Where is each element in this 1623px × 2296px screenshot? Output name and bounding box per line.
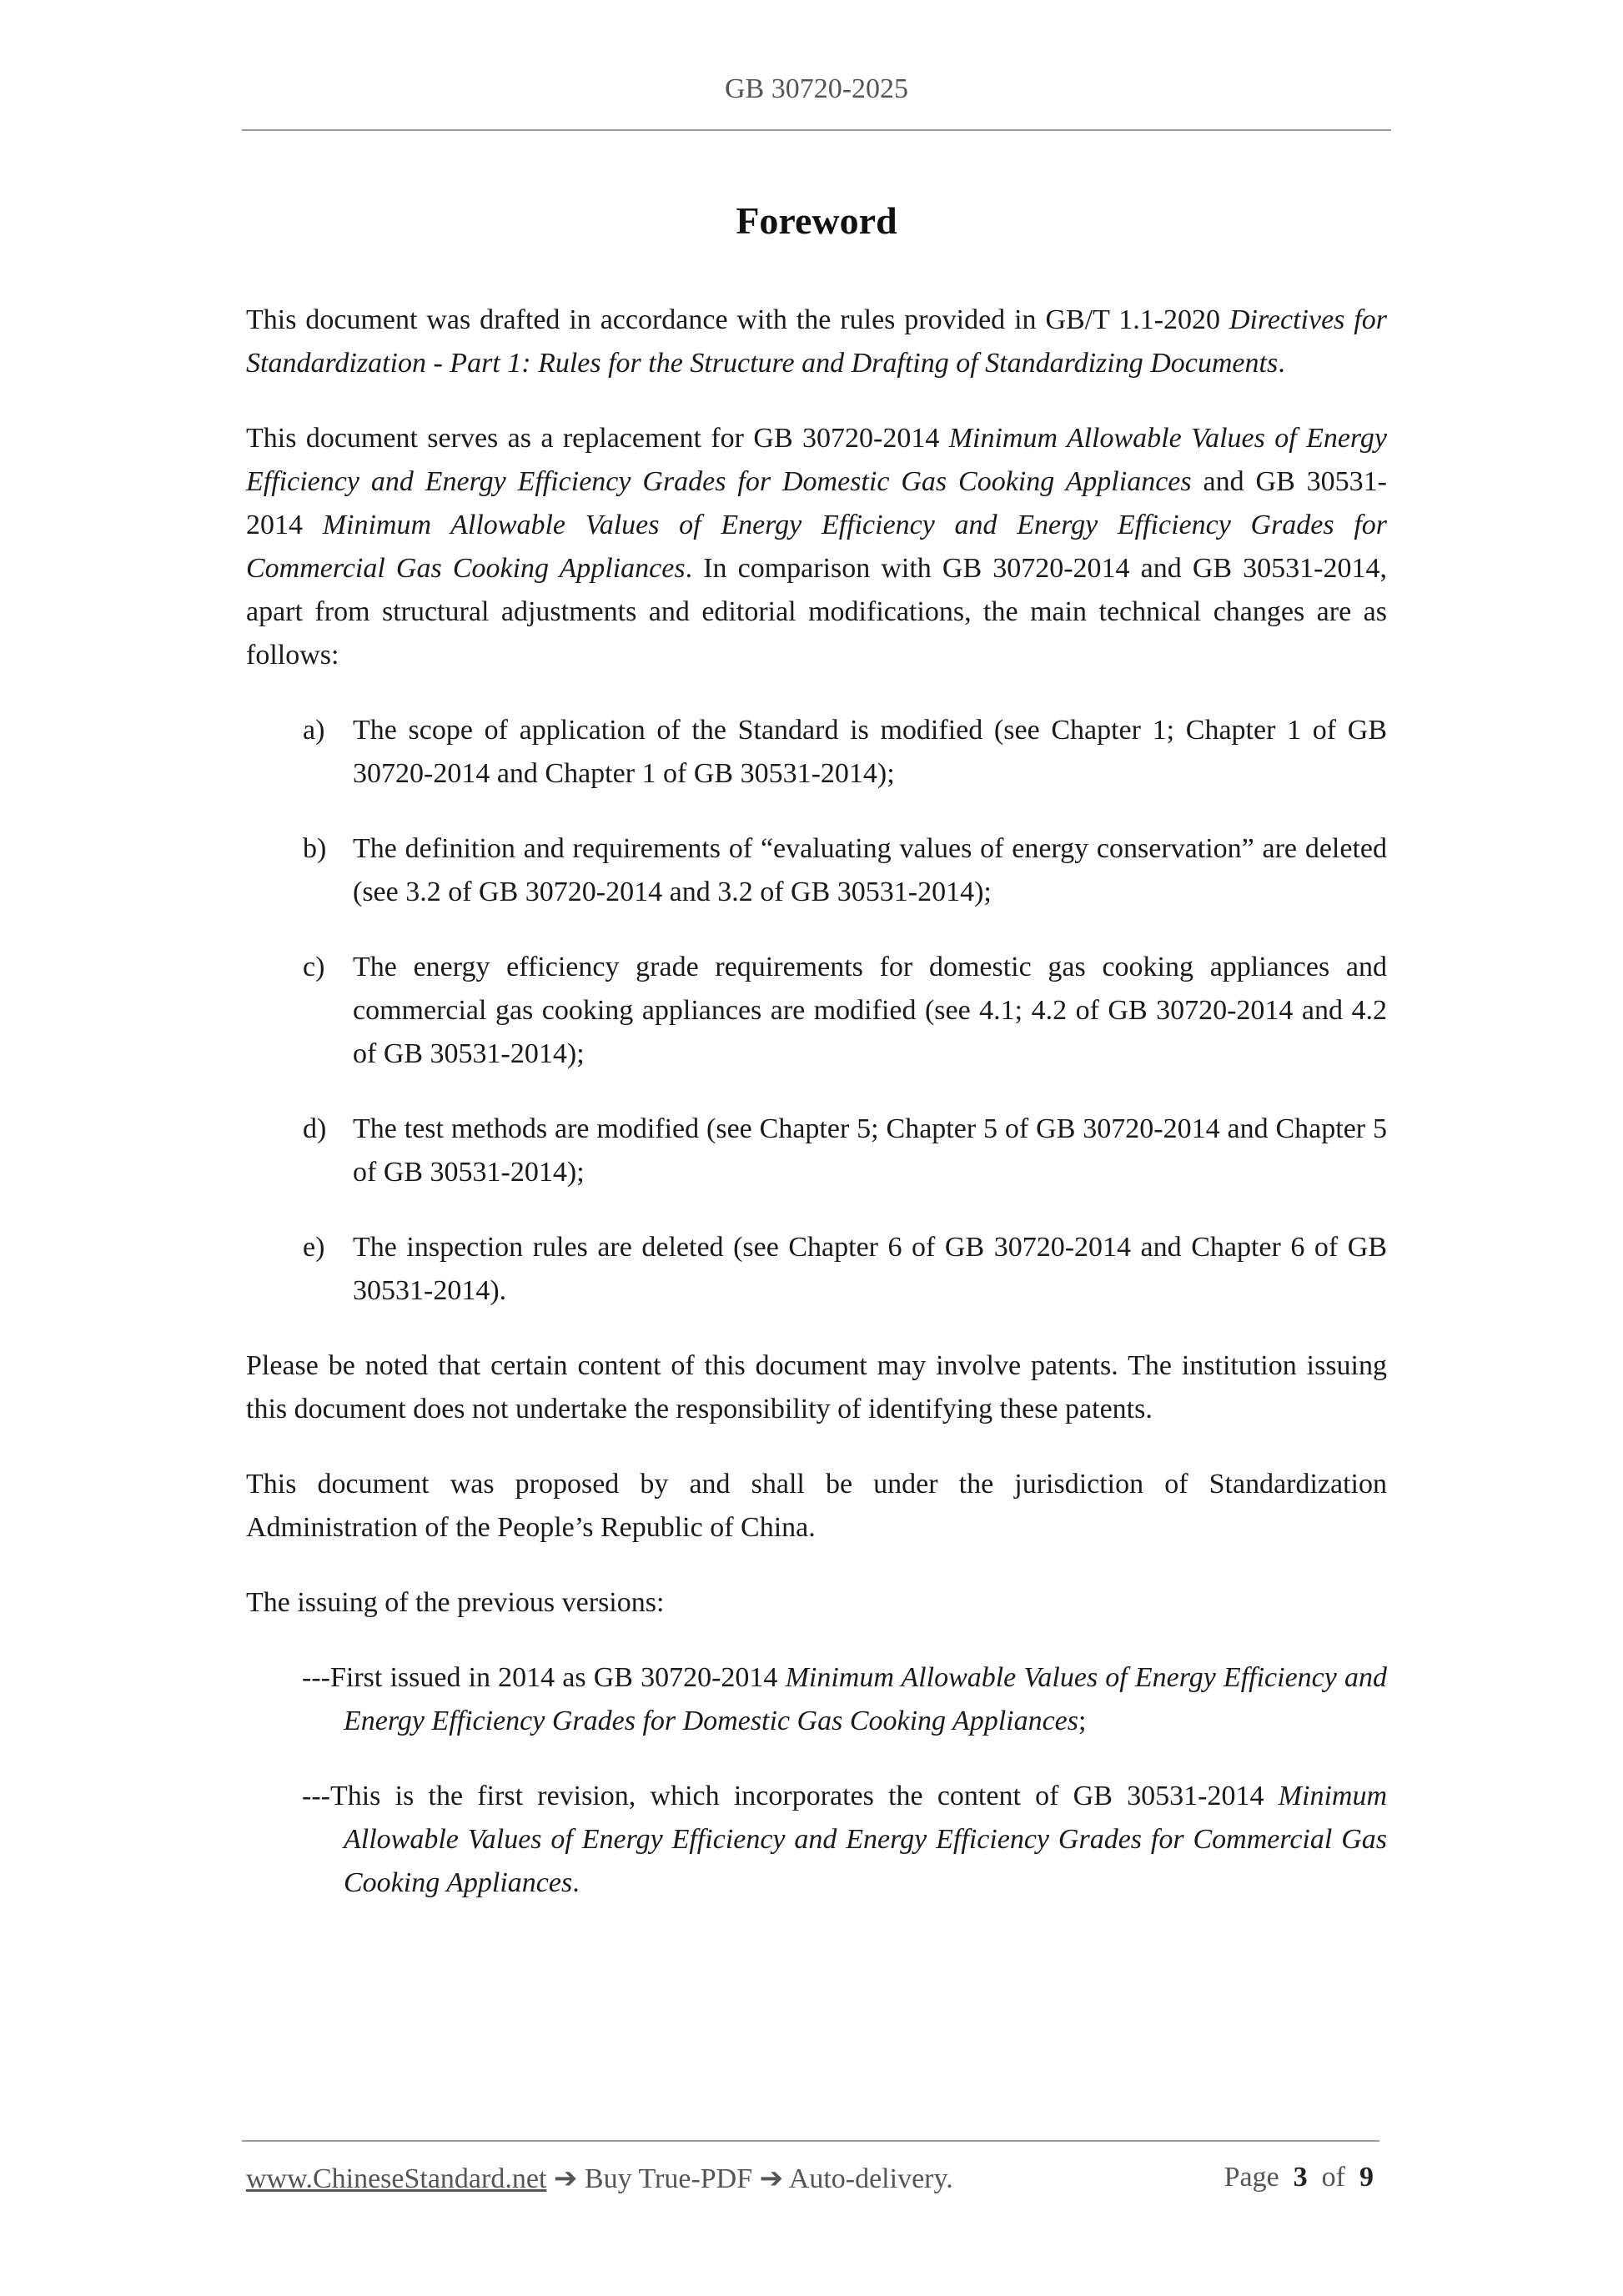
page-title: Foreword xyxy=(736,199,897,242)
drafting-rules-paragraph xyxy=(246,299,1387,385)
list-item-text: The energy efficiency grade requirements for domestic gas cooking appliances and commercial gas cooking appliances are modified (see 4.1; 4.2 of GB 30720-2014 and 4.2 of GB 30531-2014); xyxy=(353,952,1387,1069)
current-page-number: 3 xyxy=(1293,2162,1308,2193)
text-run: ---This is the first revision, which incorporates the content of GB 30531-2014 xyxy=(302,1781,1279,1811)
replacement-paragraph xyxy=(246,417,1387,677)
page-number xyxy=(1224,2162,1374,2193)
commercial-standard-title: Minimum Allowable Values of Energy Efficiency and Energy Efficiency Grades for Commercial Gas Cooking Appliances xyxy=(246,510,1387,584)
text-run: This document was drafted in accordance with the rules provided in GB/T 1.1-2020 xyxy=(246,304,1229,335)
document-body xyxy=(246,299,1387,1937)
list-item xyxy=(246,946,1387,1076)
text-run: . xyxy=(572,1867,580,1898)
previous-versions-heading: The issuing of the previous versions: xyxy=(246,1587,665,1618)
footer-divider xyxy=(242,2140,1379,2142)
list-item xyxy=(246,827,1387,914)
total-page-count: 9 xyxy=(1359,2162,1374,2193)
arrow-right-icon: ➔ xyxy=(759,2163,784,2194)
header-divider xyxy=(242,129,1391,131)
history-standard-title: Minimum Allowable Values of Energy Efficiency and Energy Efficiency Grades for Domestic Gas Cooking Appliances xyxy=(344,1662,1387,1736)
patent-notice-paragraph: Please be noted that certain content of this document may involve patents. The institution issuing this document does not undertake the responsibility of identifying these patents. xyxy=(246,1350,1387,1424)
list-marker: d) xyxy=(303,1113,327,1144)
page-label: Page xyxy=(1224,2162,1279,2193)
directives-title: Directives for Standardization - Part 1: Rules for the Structure and Drafting of Standardizing Documents xyxy=(246,304,1387,379)
list-item xyxy=(246,1226,1387,1313)
page-of-label: of xyxy=(1321,2162,1345,2193)
history-item xyxy=(246,1775,1387,1905)
changes-list xyxy=(246,709,1387,1313)
list-marker: b) xyxy=(303,833,327,864)
auto-delivery-text: Auto-delivery. xyxy=(783,2163,953,2194)
list-item xyxy=(246,1108,1387,1194)
footer-promo xyxy=(246,2162,953,2195)
domestic-standard-title: Minimum Allowable Values of Energy Efficiency and Energy Efficiency Grades for Domestic Gas Cooking Appliances xyxy=(246,423,1387,497)
version-history-list xyxy=(246,1656,1387,1905)
list-marker: c) xyxy=(303,952,325,982)
list-item-text: The definition and requirements of “evaluating values of energy conservation” are deleted (see 3.2 of GB 30720-2014 and 3.2 of GB 30531-2014); xyxy=(353,833,1387,907)
text-run: ---First issued in 2014 as GB 30720-2014 xyxy=(302,1662,786,1693)
text-run: This document serves as a replacement for GB 30720-2014 xyxy=(246,423,949,454)
list-item-text: The test methods are modified (see Chapter 5; Chapter 5 of GB 30720-2014 and Chapter 5 of GB 30531-2014); xyxy=(353,1113,1387,1188)
website-link[interactable]: www.ChineseStandard.net xyxy=(246,2163,547,2194)
jurisdiction-paragraph: This document was proposed by and shall be under the jurisdiction of Standardization Administration of the People’s Republic of China. xyxy=(246,1469,1387,1543)
history-item xyxy=(246,1656,1387,1743)
list-item xyxy=(246,709,1387,796)
text-run: . xyxy=(1278,348,1285,379)
text-run: and GB 30531-2014 xyxy=(246,466,1387,540)
running-header: GB 30720-2025 xyxy=(724,73,909,104)
buy-true-pdf-text: Buy True-PDF xyxy=(577,2163,760,2194)
list-marker: e) xyxy=(303,1232,325,1263)
history-standard-title: Minimum Allowable Values of Energy Efficiency and Energy Efficiency Grades for Commercial Gas Cooking Appliances xyxy=(344,1781,1387,1898)
list-item-text: The scope of application of the Standard is modified (see Chapter 1; Chapter 1 of GB 30720-2014 and Chapter 1 of GB 30531-2014); xyxy=(353,715,1387,789)
text-run: ; xyxy=(1078,1706,1087,1736)
arrow-right-icon: ➔ xyxy=(553,2163,578,2194)
list-marker: a) xyxy=(303,715,325,746)
text-run: . In comparison with GB 30720-2014 and GB 30531-2014, apart from structural adjustments and editorial modifications, the main technical changes are as follows: xyxy=(246,553,1387,671)
list-item-text: The inspection rules are deleted (see Chapter 6 of GB 30720-2014 and Chapter 6 of GB 30531-2014). xyxy=(353,1232,1387,1306)
